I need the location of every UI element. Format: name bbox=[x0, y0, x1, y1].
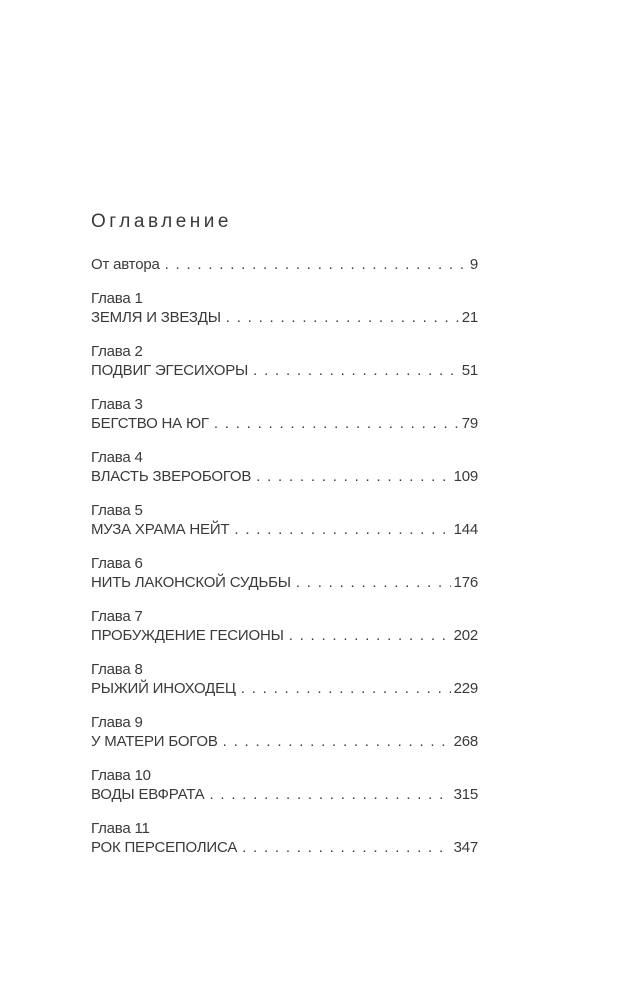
chapter-label: Глава 9 bbox=[91, 714, 143, 731]
dot-leader bbox=[160, 255, 467, 274]
toc-entry bbox=[91, 448, 478, 486]
dot-leader bbox=[248, 361, 459, 380]
entry-page-number: 21 bbox=[461, 309, 478, 326]
chapter-label: Глава 11 bbox=[91, 820, 150, 837]
toc-entry bbox=[91, 554, 478, 592]
entry-page-number: 229 bbox=[453, 680, 478, 697]
toc-entry bbox=[91, 255, 478, 274]
toc-entry bbox=[91, 501, 478, 539]
dot-leader bbox=[218, 732, 451, 751]
entry-page-number: 176 bbox=[453, 574, 478, 591]
entry-page-number: 144 bbox=[453, 521, 478, 538]
entry-title: НИТЬ ЛАКОНСКОЙ СУДЬБЫ bbox=[91, 574, 291, 591]
entry-title: БЕГСТВО НА ЮГ bbox=[91, 415, 209, 432]
entry-page-number: 79 bbox=[461, 415, 478, 432]
toc-entry bbox=[91, 289, 478, 327]
entry-line bbox=[91, 732, 478, 751]
toc-entry bbox=[91, 395, 478, 433]
entry-title: ВЛАСТЬ ЗВЕРОБОГОВ bbox=[91, 468, 252, 485]
toc-entry bbox=[91, 660, 478, 698]
toc-content bbox=[91, 210, 478, 872]
chapter-label: Глава 7 bbox=[91, 608, 143, 625]
chapter-label: Глава 4 bbox=[91, 449, 143, 466]
entry-page-number: 347 bbox=[453, 839, 478, 856]
toc-entry bbox=[91, 342, 478, 380]
chapter-label: Глава 8 bbox=[91, 661, 143, 678]
chapter-label: Глава 5 bbox=[91, 502, 143, 519]
entry-page-number: 268 bbox=[453, 733, 478, 750]
entry-line bbox=[91, 467, 478, 486]
toc-entry bbox=[91, 713, 478, 751]
dot-leader bbox=[236, 679, 451, 698]
entry-line bbox=[91, 679, 478, 698]
chapter-label: Глава 2 bbox=[91, 343, 143, 360]
entry-line bbox=[91, 626, 478, 645]
entry-page-number: 9 bbox=[469, 256, 478, 273]
entry-page-number: 315 bbox=[453, 786, 478, 803]
entry-title: РЫЖИЙ ИНОХОДЕЦ bbox=[91, 680, 236, 697]
entry-page-number: 202 bbox=[453, 627, 478, 644]
entry-page-number: 109 bbox=[453, 468, 478, 485]
toc-entry bbox=[91, 766, 478, 804]
entry-page-number: 51 bbox=[461, 362, 478, 379]
entry-line bbox=[91, 414, 478, 433]
entry-line bbox=[91, 308, 478, 327]
entry-title: От автора bbox=[91, 256, 160, 273]
entry-title: ПОДВИГ ЭГЕСИХОРЫ bbox=[91, 362, 249, 379]
entry-title: РОК ПЕРСЕПОЛИСА bbox=[91, 839, 238, 856]
chapter-label: Глава 10 bbox=[91, 767, 151, 784]
dot-leader bbox=[221, 308, 459, 327]
chapter-label: Глава 1 bbox=[91, 290, 143, 307]
entry-line bbox=[91, 361, 478, 380]
entry-title: ПРОБУЖДЕНИЕ ГЕСИОНЫ bbox=[91, 627, 284, 644]
entry-line bbox=[91, 520, 478, 539]
entry-line bbox=[91, 838, 478, 857]
chapter-label: Глава 3 bbox=[91, 396, 143, 413]
dot-leader bbox=[229, 520, 450, 539]
entry-title: У МАТЕРИ БОГОВ bbox=[91, 733, 218, 750]
entry-line bbox=[91, 785, 478, 804]
entry-title: ВОДЫ ЕВФРАТА bbox=[91, 786, 205, 803]
page-title: Оглавление bbox=[91, 211, 232, 232]
dot-leader bbox=[284, 626, 451, 645]
entry-line bbox=[91, 573, 478, 592]
dot-leader bbox=[209, 414, 459, 433]
chapter-label: Глава 6 bbox=[91, 555, 143, 572]
dot-leader bbox=[291, 573, 451, 592]
entry-line bbox=[91, 255, 478, 274]
dot-leader bbox=[251, 467, 450, 486]
toc-entry bbox=[91, 819, 478, 857]
dot-leader bbox=[204, 785, 450, 804]
entry-title: МУЗА ХРАМА НЕЙТ bbox=[91, 521, 230, 538]
dot-leader bbox=[237, 838, 450, 857]
entry-title: ЗЕМЛЯ И ЗВЕЗДЫ bbox=[91, 309, 221, 326]
toc-list bbox=[91, 255, 478, 857]
toc-entry bbox=[91, 607, 478, 645]
